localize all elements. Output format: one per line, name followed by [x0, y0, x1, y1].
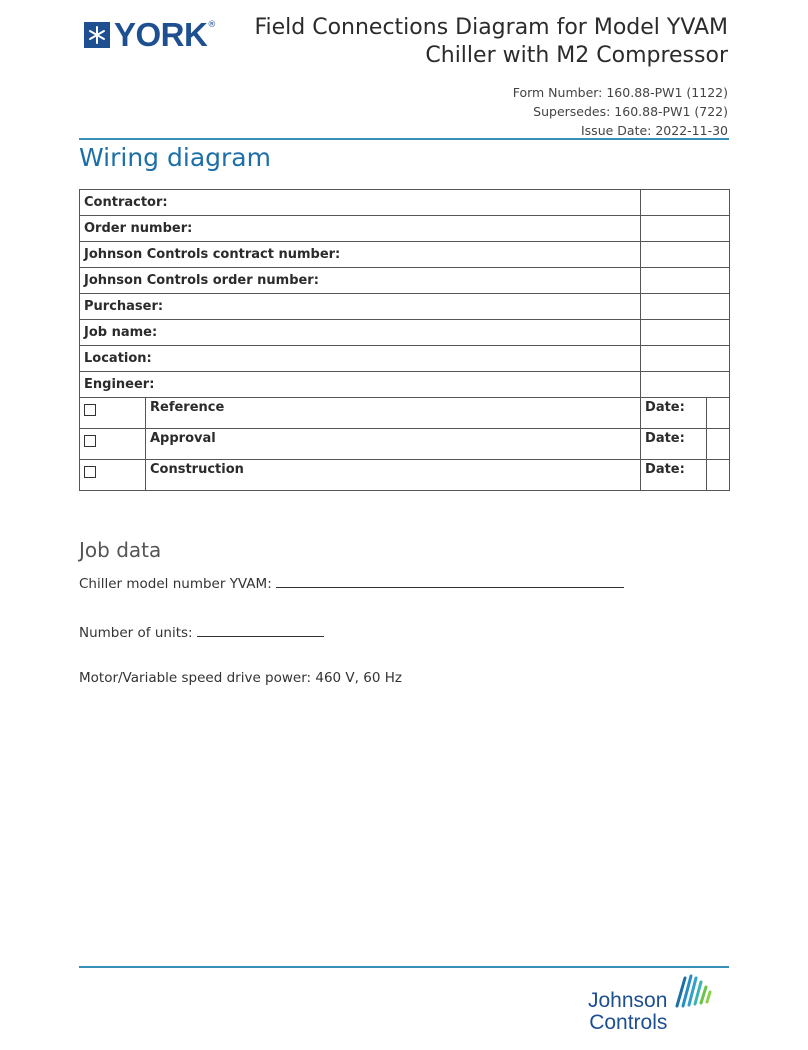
units-input[interactable] — [197, 622, 324, 637]
table-row — [80, 190, 730, 216]
check-label: Approval — [146, 429, 641, 460]
contract-number-field[interactable] — [641, 242, 730, 268]
row-label: Job name: — [80, 320, 641, 346]
title-line-1: Field Connections Diagram for Model YVAM — [254, 15, 728, 40]
job-name-field[interactable] — [641, 320, 730, 346]
contractor-field[interactable] — [641, 190, 730, 216]
construction-checkbox-cell[interactable] — [80, 460, 146, 491]
jc-line-2: Controls — [589, 1011, 668, 1034]
construction-date-field[interactable] — [707, 460, 730, 491]
reference-checkbox[interactable] — [84, 404, 96, 416]
bottom-divider — [79, 966, 729, 968]
date-label: Date: — [641, 429, 707, 460]
table-row — [80, 346, 730, 372]
info-table — [79, 189, 730, 491]
row-label: Johnson Controls contract number: — [80, 242, 641, 268]
snowflake-icon — [84, 22, 110, 48]
power-line: Motor/Variable speed drive power: 460 V, 60 Hz — [79, 670, 402, 686]
supersedes: Supersedes: 160.88-PW1 (722) — [533, 104, 728, 119]
approval-checkbox[interactable] — [84, 435, 96, 447]
jc-line-1: Johnson — [588, 989, 668, 1012]
table-row — [80, 216, 730, 242]
chiller-model-line — [79, 573, 624, 592]
form-number: Form Number: 160.88-PW1 (1122) — [512, 85, 728, 100]
date-label: Date: — [641, 460, 707, 491]
location-field[interactable] — [641, 346, 730, 372]
york-logo — [84, 18, 216, 51]
units-line — [79, 622, 324, 641]
johnson-controls-logo — [588, 972, 715, 1034]
table-row — [80, 242, 730, 268]
construction-checkbox[interactable] — [84, 466, 96, 478]
units-label: Number of units: — [79, 625, 193, 641]
row-label: Location: — [80, 346, 641, 372]
order-number-field[interactable] — [641, 216, 730, 242]
table-row — [80, 294, 730, 320]
engineer-field[interactable] — [641, 372, 730, 398]
approval-checkbox-cell[interactable] — [80, 429, 146, 460]
date-label: Date: — [641, 398, 707, 429]
title-line-2: Chiller with M2 Compressor — [425, 43, 728, 68]
jc-wordmark — [588, 990, 667, 1034]
purchaser-field[interactable] — [641, 294, 730, 320]
job-data-title: Job data — [79, 538, 162, 562]
chiller-model-label: Chiller model number YVAM: — [79, 576, 272, 592]
check-label: Reference — [146, 398, 641, 429]
jc-order-number-field[interactable] — [641, 268, 730, 294]
row-label: Engineer: — [80, 372, 641, 398]
table-row — [80, 398, 730, 429]
reference-date-field[interactable] — [707, 398, 730, 429]
table-row — [80, 429, 730, 460]
registered-mark: ® — [207, 20, 217, 30]
row-label: Purchaser: — [80, 294, 641, 320]
table-row — [80, 372, 730, 398]
table-row — [80, 460, 730, 491]
york-wordmark: YORK — [114, 16, 208, 53]
jc-swirl-icon — [671, 972, 715, 1012]
row-label: Johnson Controls order number: — [80, 268, 641, 294]
top-divider — [79, 138, 729, 140]
reference-checkbox-cell[interactable] — [80, 398, 146, 429]
issue-date: Issue Date: 2022-11-30 — [580, 123, 728, 138]
table-row — [80, 268, 730, 294]
check-label: Construction — [146, 460, 641, 491]
document-title — [254, 14, 728, 70]
approval-date-field[interactable] — [707, 429, 730, 460]
chiller-model-input[interactable] — [276, 573, 624, 588]
section-title: Wiring diagram — [79, 143, 271, 172]
table-row — [80, 320, 730, 346]
row-label: Order number: — [80, 216, 641, 242]
form-metadata — [513, 83, 728, 140]
row-label: Contractor: — [80, 190, 641, 216]
